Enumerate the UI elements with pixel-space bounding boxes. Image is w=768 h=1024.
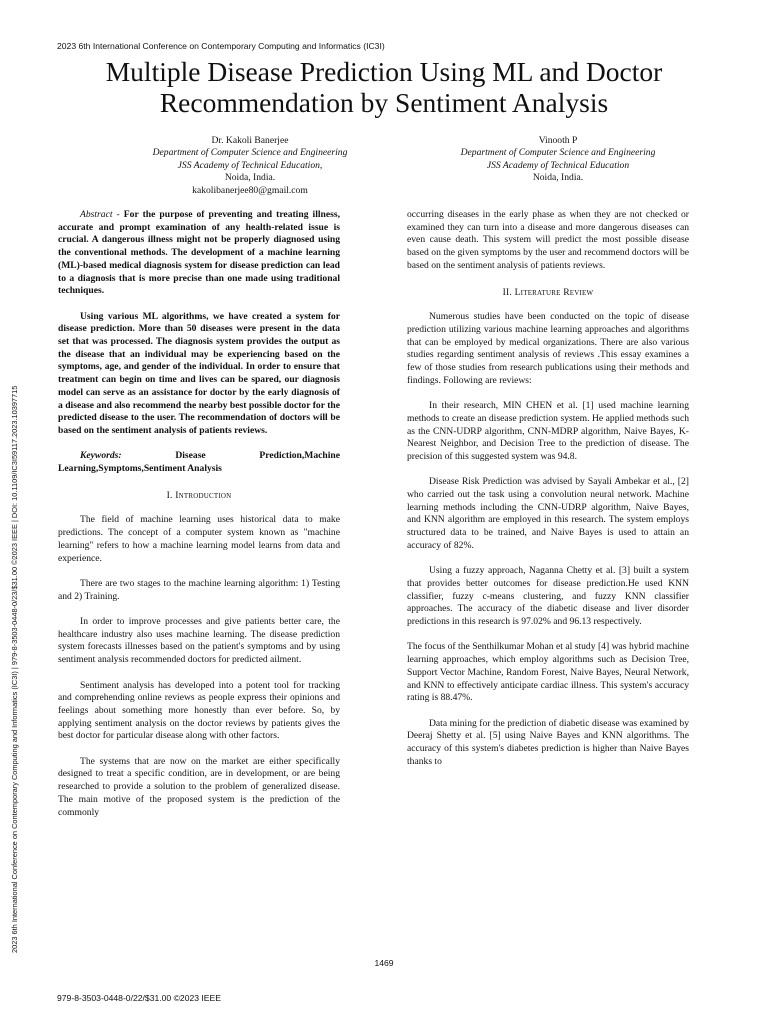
author-block-2 (408, 135, 708, 185)
paper-title: Multiple Disease Prediction Using ML and Doctor Recommendation by Sentiment Analysis (105, 56, 663, 118)
conference-header: 2023 6th International Conference on Contemporary Computing and Informatics (IC3I) (57, 41, 385, 51)
abstract-label: Abstract - (80, 209, 120, 220)
copyright-footer: 979-8-3503-0448-0/22/$31.00 ©2023 IEEE (57, 993, 222, 1003)
lit-paragraph-6: Data mining for the prediction of diabetic disease was examined by Deeraj Shetty et al. [5] using Naive Bayes and KNN algorithms. The accuracy of this system's diabetes prediction is higher than Naive Bayes thanks to (407, 717, 689, 767)
page-number: 1469 (374, 958, 394, 968)
author-block-1 (100, 135, 400, 197)
author-department: Department of Computer Science and Engineering (152, 147, 348, 159)
section-heading-literature-review: II. Literature Review (502, 286, 594, 298)
abstract-paragraph-2: Using various ML algorithms, we have created a system for disease prediction. More than 50 diseases were present in the data set that was processed. The diagnosis system provides the output as the disease that an individual may be experiencing based on the symptoms, age, and gender of the individual. In order to ensure that treatment can begin on time and lives can be spared, our diagnosis model can serve as an assistance for doctor by the early diagnosis of a disease and also recommend the nearby best possible doctor for the predicted disease to the user. The recommendation of doctors will be based on the sentiment analysis of patients reviews. (58, 310, 340, 436)
keywords-label: Keywords: (80, 450, 122, 462)
author-institution: JSS Academy of Technical Education (486, 159, 630, 171)
intro-paragraph-2: There are two stages to the machine learning algorithm: 1) Testing and 2) Training. (58, 577, 340, 602)
author-department: Department of Computer Science and Engineering (460, 147, 656, 159)
keywords-text: Disease Prediction,Machine Learning,Symptoms,Sentiment Analysis (58, 450, 340, 475)
author-location: Noida, India. (224, 172, 276, 184)
section-heading-introduction: I. Introduction (166, 489, 232, 501)
author-institution: JSS Academy of Technical Education, (177, 159, 323, 171)
abstract-text-1: For the purpose of preventing and treating illness, accurate and prompt examination of any health-related issue is crucial. A dangerous illness might not be properly diagnosed using the conventional methods. The development of a machine learning (ML)-based medical diagnosis system for disease prediction can lead to a diagnosis that is more precise than one made using traditional techniques. (58, 209, 340, 297)
intro-continuation: occurring diseases in the early phase as when they are not checked or examined they can turn into a disease and more dangerous diseases can even cause death. This system will predict the most possible disease based on the given symptoms by the user and recommend doctors will be based on the sentiment analysis of patients reviews. (407, 209, 689, 271)
left-column (58, 209, 340, 832)
doi-sidebar: 2023 6th International Conference on Contemporary Computing and Informatics (IC3I) | 979-8-3503-0448-0/23/$31.00 ©2023 IEEE | DOI: 10.1109/IC3I59117.2023.10397715 (10, 385, 19, 953)
intro-paragraph-3: In order to improve processes and give patients better care, the healthcare industry also uses machine learning. The disease prediction system forecasts illnesses based on the patient's symptoms and by using sentiment analysis recommended doctors for predicted ailment. (58, 616, 340, 666)
abstract-paragraph-1 (58, 209, 340, 298)
author-email: kakolibanerjee80@gmail.com (192, 184, 308, 196)
intro-paragraph-1: The field of machine learning uses historical data to make predictions. The concept of a computer system known as "machine learning" refers to how a machine learning model learns from data and experience. (58, 514, 340, 564)
author-location: Noida, India. (532, 172, 584, 184)
lit-paragraph-2: In their research, MIN CHEN et al. [1] used machine learning methods to create an disease prediction system. He applied methods such as the CNN-UDRP algorithm, CNN-MDRP algorithm, Naive Bayes, K-Nearest Neighbor, and Decision Tree to the prediction of disease. The precision of this suggested system was 94.8. (407, 400, 689, 462)
lit-paragraph-5: The focus of the Senthilkumar Mohan et al study [4] was hybrid machine learning approaches, which employ algorithms such as Decision Tree, Support Vector Machine, Random Forest, Naive Bayes, Neural Network, and KNN to effectively anticipate cardiac illness. This system's accuracy rating is 88.47%. (407, 641, 689, 704)
intro-paragraph-4: Sentiment analysis has developed into a potent tool for tracking and comprehending online reviews as people express their opinions and feelings about something more honestly than ever before. So, by applying sentiment analysis on the doctor reviews by patients gives the best doctor for particular disease along with other factors. (58, 679, 340, 742)
lit-paragraph-4: Using a fuzzy approach, Naganna Chetty et al. [3] built a system that provides better outcomes for disease prediction.He used KNN classifier, fuzzy c-means clustering, and fuzzy KNN classifier approaches. The accuracy of the diabetic disease and liver disorder predictions in this research is 97.02% and 96.13 respectively. (407, 565, 689, 628)
intro-paragraph-5: The systems that are now on the market are either specifically designed to treat a specific condition, are in development, or are being researched to provide a solution to the problem of generalized disease. The main motive of the proposed system is the prediction of the commonly (58, 755, 340, 818)
keywords-paragraph (58, 450, 340, 475)
lit-paragraph-3: Disease Risk Prediction was advised by Sayali Ambekar et al., [2] who carried out the task using a convolution neural network. Machine learning methods including the CNN-UDRP algorithm, Naive Bayes, and KNN algorithm are employed in this research. The system employs structured data to be trained, and Naive Bayes is used to attain an accuracy of 82%. (407, 476, 689, 551)
author-name: Dr. Kakoli Banerjee (211, 135, 289, 146)
author-name: Vinooth P (538, 135, 578, 146)
lit-paragraph-1: Numerous studies have been conducted on the topic of disease prediction utilizing various machine learning approaches and algorithms that can be employed by medical organizations. There are also various studies regarding sentiment analysis of reviews .This essay examines a few of those studies from research publications using their methods and findings. Following are reviews: (407, 311, 689, 386)
right-column (407, 209, 689, 781)
